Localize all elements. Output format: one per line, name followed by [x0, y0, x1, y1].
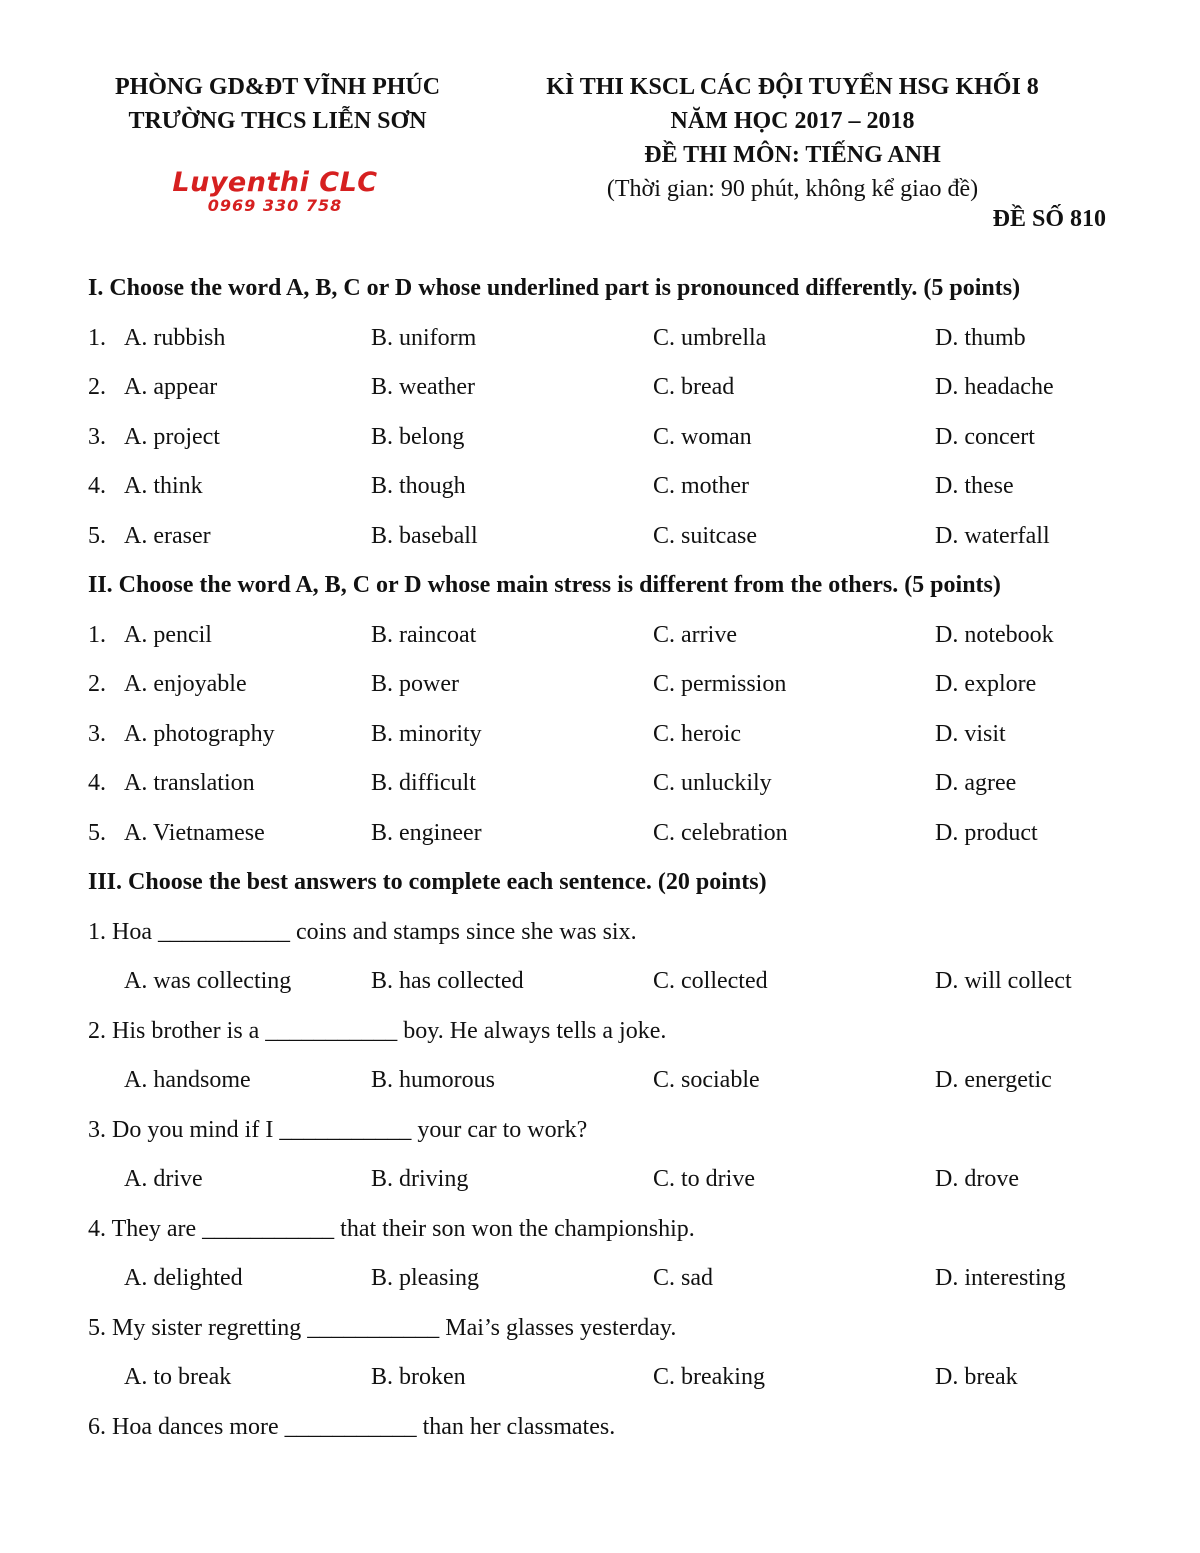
option-d: D. energetic [935, 1067, 1052, 1093]
option-a: A. enjoyable [124, 671, 247, 697]
option-a: A. think [124, 473, 203, 499]
option-d: D. drove [935, 1166, 1019, 1192]
item-number: 5. [88, 522, 106, 549]
option-c: C. to drive [653, 1166, 755, 1192]
list-item [88, 320, 1118, 370]
item-number: 4. [88, 473, 106, 499]
item-number: 5. [88, 819, 106, 846]
exam-code: ĐỀ SỐ 810 [992, 206, 1106, 232]
item-number: 2. [88, 374, 106, 400]
section1-title: I. Choose the word A, B, C or D whose underlined part is pronounced differently. (5 points) [88, 275, 1021, 301]
school-name: TRƯỜNG THCS LIỄN SƠN [128, 108, 427, 134]
question-text: 6. Hoa dances more ___________ than her classmates. [88, 1413, 616, 1440]
option-b: B. engineer [371, 819, 482, 846]
option-b: B. weather [371, 374, 475, 400]
option-d: D. these [935, 473, 1014, 499]
logo-text: Luyenthi CLC [172, 167, 378, 198]
department-name: PHÒNG GD&ĐT VĨNH PHÚC [114, 74, 441, 100]
section3-title: III. Choose the best answers to complete each sentence. (20 points) [88, 869, 767, 895]
option-d: D. notebook [935, 621, 1054, 648]
option-a: A. pencil [124, 621, 212, 648]
school-header [90, 70, 465, 138]
list-item [88, 468, 1118, 518]
list-item [88, 765, 1118, 815]
option-b: B. belong [371, 423, 465, 450]
item-number: 3. [88, 720, 106, 747]
list-item [88, 666, 1118, 716]
option-a: A. project [124, 423, 220, 450]
list-item [88, 419, 1118, 469]
option-a: A. was collecting [124, 968, 292, 994]
option-c: C. sad [653, 1265, 713, 1291]
answer-options [88, 1161, 1118, 1211]
item-number: 2. [88, 671, 106, 697]
item-number: 3. [88, 423, 106, 450]
option-c: C. sociable [653, 1067, 760, 1093]
option-a: A. photography [124, 720, 275, 747]
option-b: B. though [371, 473, 466, 499]
option-b: B. pleasing [371, 1265, 479, 1291]
option-a: A. drive [124, 1166, 203, 1192]
school-year: NĂM HỌC 2017 – 2018 [670, 108, 915, 134]
list-item [88, 518, 1118, 568]
option-b: B. broken [371, 1364, 466, 1390]
exam-subject: ĐỀ THI MÔN: TIẾNG ANH [644, 142, 941, 168]
option-c: C. heroic [653, 720, 741, 747]
answer-options [88, 1359, 1118, 1409]
option-d: D. waterfall [935, 522, 1050, 549]
option-c: C. woman [653, 423, 752, 450]
option-a: A. to break [124, 1364, 232, 1390]
list-item [88, 617, 1118, 667]
option-a: A. translation [124, 770, 255, 796]
option-b: B. uniform [371, 324, 477, 351]
option-d: D. explore [935, 671, 1037, 697]
option-b: B. power [371, 671, 459, 697]
exam-title: KÌ THI KSCL CÁC ĐỘI TUYỂN HSG KHỐI 8 [546, 74, 1039, 100]
option-a: A. appear [124, 374, 218, 400]
option-c: C. bread [653, 374, 735, 400]
item-number: 4. [88, 770, 106, 796]
option-c: C. umbrella [653, 324, 767, 351]
option-d: D. concert [935, 423, 1035, 450]
option-b: B. driving [371, 1166, 469, 1192]
option-c: C. arrive [653, 621, 737, 648]
option-b: B. raincoat [371, 621, 477, 648]
option-b: B. minority [371, 720, 482, 747]
option-a: A. rubbish [124, 324, 226, 351]
option-d: D. will collect [935, 968, 1072, 994]
option-b: B. humorous [371, 1067, 496, 1093]
option-c: C. permission [653, 671, 787, 697]
question-text: 4. They are ___________ that their son won the championship. [88, 1215, 695, 1242]
option-d: D. visit [935, 720, 1006, 747]
list-item [88, 716, 1118, 766]
option-c: C. celebration [653, 819, 788, 846]
question-text: 2. His brother is a ___________ boy. He always tells a joke. [88, 1017, 667, 1044]
option-d: D. interesting [935, 1265, 1066, 1291]
exam-time: (Thời gian: 90 phút, không kể giao đề) [606, 176, 979, 202]
section2-title: II. Choose the word A, B, C or D whose main stress is different from the others. (5 points) [88, 572, 1001, 598]
option-a: A. Vietnamese [124, 819, 265, 846]
option-c: C. collected [653, 968, 768, 994]
option-d: D. headache [935, 374, 1054, 400]
option-b: B. difficult [371, 770, 476, 796]
option-a: A. handsome [124, 1067, 251, 1093]
option-c: C. suitcase [653, 522, 757, 549]
answer-options [88, 1260, 1118, 1310]
option-a: A. delighted [124, 1265, 243, 1291]
option-d: D. break [935, 1364, 1018, 1390]
option-c: C. breaking [653, 1364, 765, 1390]
answer-options [88, 1062, 1118, 1112]
list-item [88, 369, 1118, 419]
option-a: A. eraser [124, 522, 211, 549]
question-text: 5. My sister regretting ___________ Mai’s glasses yesterday. [88, 1314, 677, 1341]
option-c: C. unluckily [653, 770, 772, 796]
option-c: C. mother [653, 473, 749, 499]
logo [150, 168, 400, 214]
exam-header [520, 70, 1065, 206]
question-text: 1. Hoa ___________ coins and stamps since she was six. [88, 918, 637, 945]
list-item [88, 815, 1118, 865]
option-b: B. has collected [371, 968, 524, 994]
exam-content [88, 270, 1118, 1458]
question-text: 3. Do you mind if I ___________ your car to work? [88, 1116, 588, 1143]
option-d: D. agree [935, 770, 1017, 796]
option-d: D. product [935, 819, 1038, 846]
item-number: 1. [88, 324, 106, 351]
logo-phone: 0969 330 758 [207, 196, 343, 215]
option-d: D. thumb [935, 324, 1026, 351]
answer-options [88, 963, 1118, 1013]
item-number: 1. [88, 621, 106, 648]
option-b: B. baseball [371, 522, 478, 549]
